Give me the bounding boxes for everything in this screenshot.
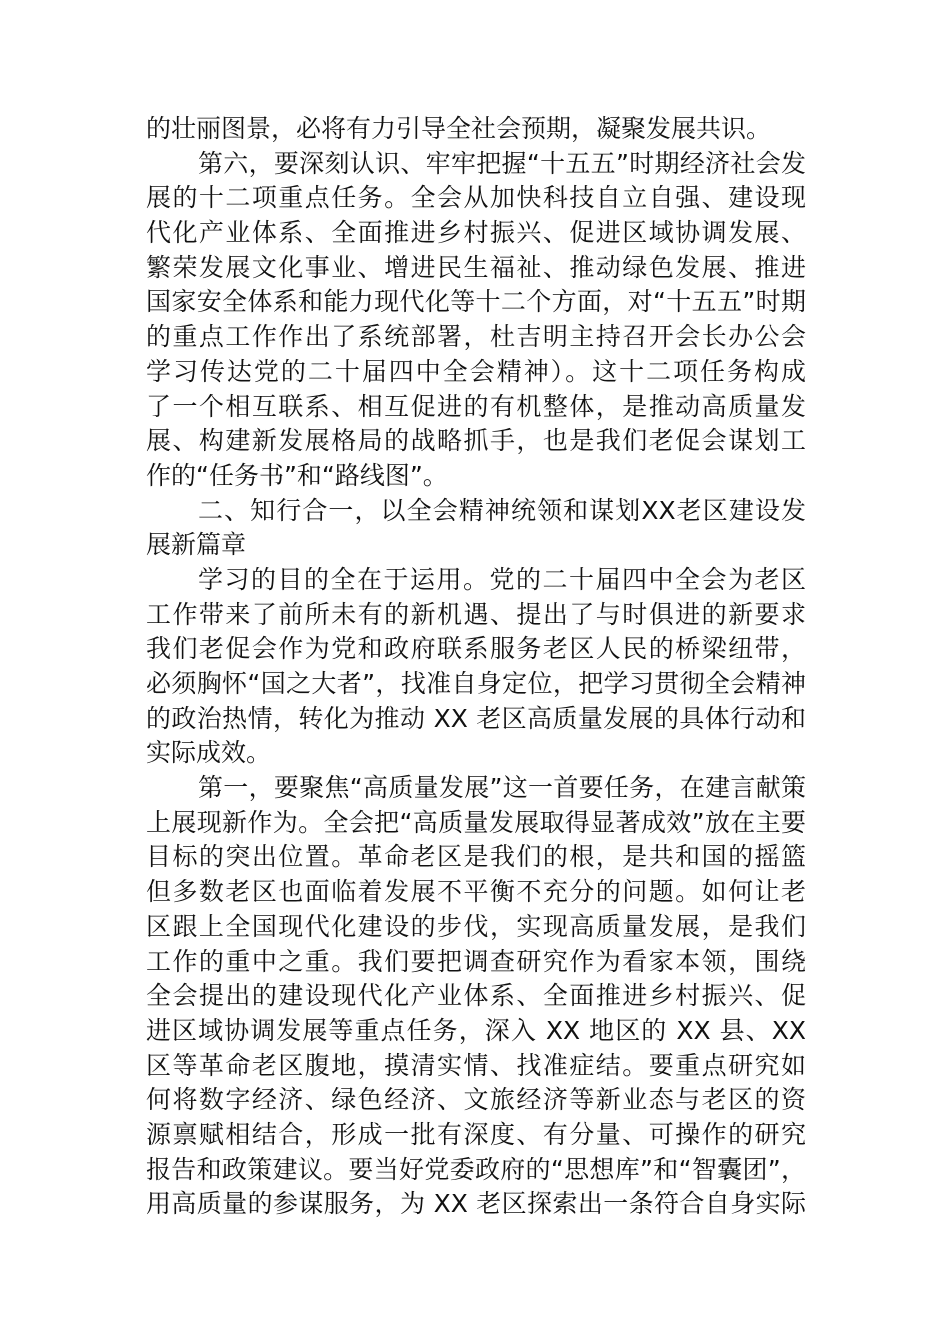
text-line: 全会提出的建设现代化产业体系、全面推进乡村振兴、促 bbox=[146, 981, 806, 1011]
document-body bbox=[146, 112, 806, 1222]
text-line: 的重点工作作出了系统部署，杜吉明主持召开会长办公会 bbox=[146, 322, 806, 352]
text-line: 目标的突出位置。革命老区是我们的根，是共和国的摇篮 bbox=[146, 842, 806, 872]
text-line: 的政治热情，转化为推动 XX 老区高质量发展的具体行动和 bbox=[146, 703, 806, 733]
text-line: 我们老促会作为党和政府联系服务老区人民的桥梁纽带， bbox=[146, 634, 806, 664]
text-line: 繁荣发展文化事业、增进民生福祉、推动绿色发展、推进 bbox=[146, 252, 806, 282]
text-line: 进区域协调发展等重点任务，深入 XX 地区的 XX 县、XX bbox=[146, 1015, 806, 1045]
text-line: 代化产业体系、全面推进乡村振兴、促进区域协调发展、 bbox=[146, 218, 806, 248]
text-line: 报告和政策建议。要当好党委政府的“思想库”和“智囊团”， bbox=[146, 1154, 806, 1184]
text-line: 区等革命老区腹地，摸清实情、找准症结。要重点研究如 bbox=[146, 1050, 806, 1080]
text-line: 但多数老区也面临着发展不平衡不充分的问题。如何让老 bbox=[146, 877, 806, 907]
text-line: 的壮丽图景，必将有力引导全社会预期，凝聚发展共识。 bbox=[146, 114, 772, 143]
text-line: 第一，要聚焦“高质量发展”这一首要任务，在建言献策 bbox=[198, 773, 806, 803]
text-line: 实际成效。 bbox=[146, 738, 272, 768]
text-line: 展新篇章 bbox=[146, 530, 247, 560]
text-line: 学习的目的全在于运用。党的二十届四中全会为老区 bbox=[198, 564, 806, 594]
text-line: 展的十二项重点任务。全会从加快科技自立自强、建设现 bbox=[146, 183, 806, 213]
text-line: 学习传达党的二十届四中全会精神）。这十二项任务构成 bbox=[146, 356, 806, 386]
text-line: 工作的重中之重。我们要把调查研究作为看家本领，围绕 bbox=[146, 946, 806, 976]
text-line: 何将数字经济、绿色经济、文旅经济等新业态与老区的资 bbox=[146, 1085, 806, 1115]
text-line: 用高质量的参谋服务，为 XX 老区探索出一条符合自身实际 bbox=[146, 1189, 806, 1219]
text-line: 作的“任务书”和“路线图”。 bbox=[146, 460, 448, 490]
text-line: 第六，要深刻认识、牢牢把握“十五五”时期经济社会发 bbox=[198, 148, 806, 178]
text-line: 二、知行合一，以全会精神统领和谋划XX老区建设发 bbox=[198, 495, 806, 525]
text-line: 了一个相互联系、相互促进的有机整体，是推动高质量发 bbox=[146, 391, 806, 421]
text-line: 源禀赋相结合，形成一批有深度、有分量、可操作的研究 bbox=[146, 1119, 806, 1149]
text-line: 国家安全体系和能力现代化等十二个方面，对“十五五”时期 bbox=[146, 287, 806, 317]
text-line: 区跟上全国现代化建设的步伐，实现高质量发展，是我们 bbox=[146, 911, 806, 941]
text-line: 展、构建新发展格局的战略抓手，也是我们老促会谋划工 bbox=[146, 426, 806, 456]
text-line: 必须胸怀“国之大者”，找准自身定位，把学习贯彻全会精神 bbox=[146, 669, 806, 698]
text-line: 上展现新作为。全会把“高质量发展取得显著成效”放在主要 bbox=[146, 807, 806, 837]
text-line: 工作带来了前所未有的新机遇、提出了与时俱进的新要求 bbox=[146, 599, 806, 629]
